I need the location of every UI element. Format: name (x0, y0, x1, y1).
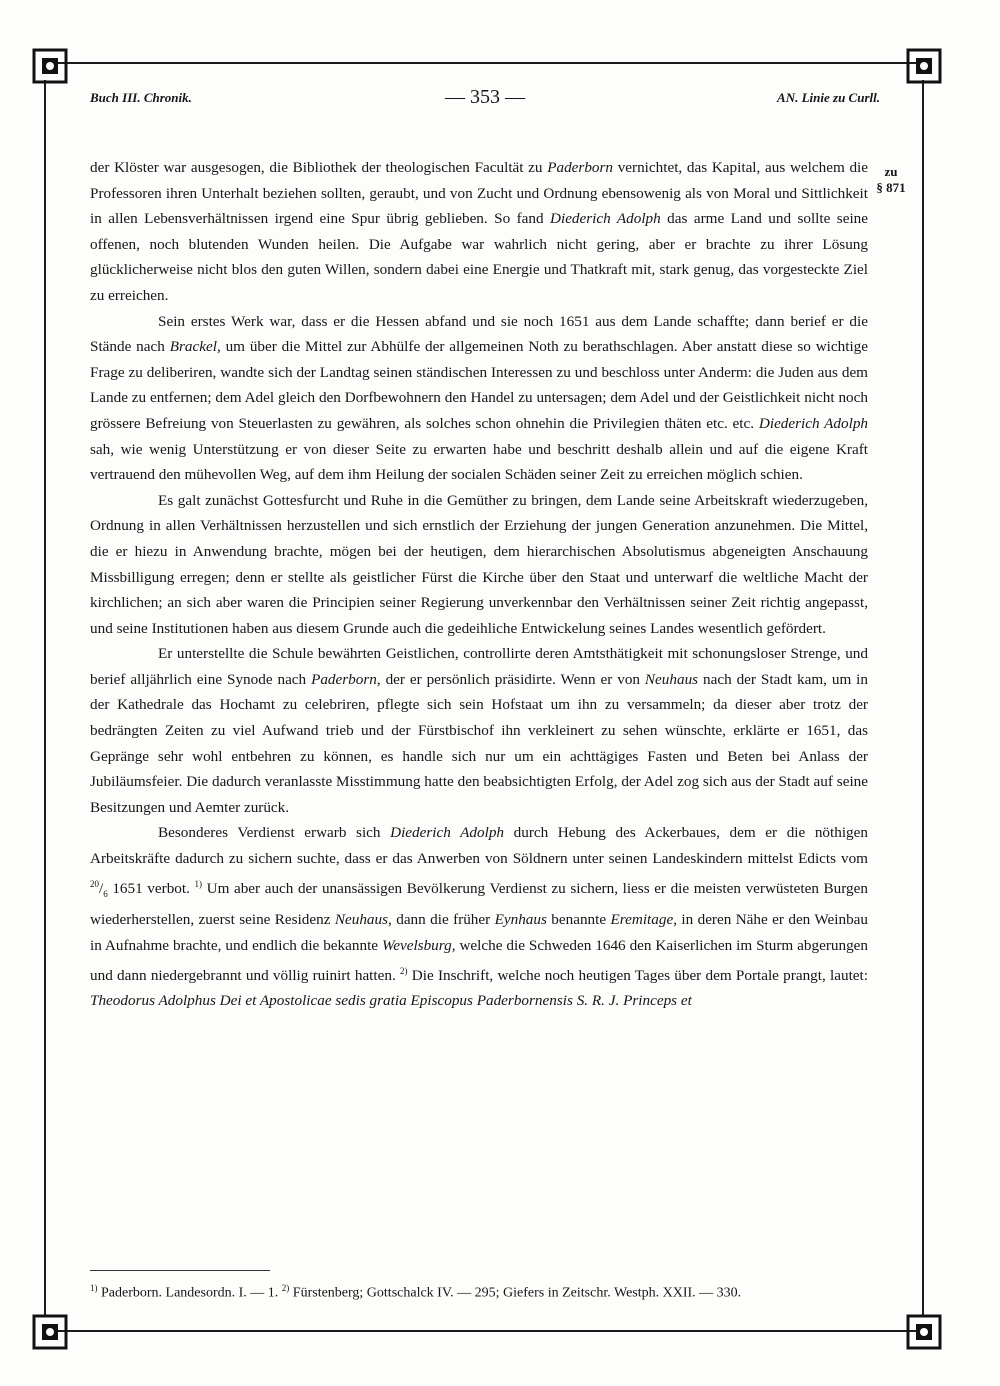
frame-left-rule (44, 80, 46, 1316)
paragraph-3: Es galt zunächst Gottesfurcht und Ruhe in die Gemüther zu bringen, dem Lande seine Arbeitskraft wiederzugeben, Ordnung in allen Verhältnissen herzustellen und sich ernstlich der Erziehung der jungen Generation anzunehmen. Die Mittel, die er hiezu in Anwendung brachte, mögen bei der heutigen, dem hierarchischen Absolutismus abgeneigten Anschauung Missbilligung erregen; denn er stellte als geistlicher Fürst die Kirche über den Staat und unterwarf die weltliche Macht der kirchlichen; an sich aber waren die Principien seiner Regierung unverkennbar den Verhältnissen seiner Zeit richtig angepasst, und seine Institutionen haben aus diesem Grunde auch die gedeihliche Entwickelung seines Landes wesentlich gefördert. (90, 491, 868, 637)
ornament-bottom-left-icon (28, 1310, 72, 1354)
paragraph-1: der Klöster war ausgesogen, die Bibliothek der theologischen Facultät zu Paderborn vernichtet, das Kapital, aus welchem die Professoren ihren Unterhalt beziehen sollten, geraubt, und von Zucht und Ordnung ebensowenig als von Moral und Sittlichkeit in allen Lebensverhältnissen irgend eine Spur übrig geblieben. So fand Diederich Adolph das arme Land und sollte seine offenen, noch blutenden Wunden heilen. Die Aufgabe war wahrlich nicht gering, aber er brachte zu ihrer Lösung glücklicherweise nicht blos den guten Willen, sondern dabei eine Energie und Thatkraft mit, stark genug, das vorgesteckte Ziel zu erreichen. (90, 159, 868, 304)
frame-bottom-rule (58, 1330, 916, 1332)
footnote-ref-1: 1) (194, 878, 202, 889)
ornament-top-left-icon (28, 44, 72, 88)
footnote-line: $^{1)}$ Paderborn. Landesordn. I. — 1. $^{2)}$ Fürstenberg; Gottschalck IV. — 295; Giefers in Zeitschr. Westph. XXII. — 330. (90, 1283, 742, 1301)
margin-note-line1: zu (884, 164, 898, 179)
paragraph-5: Besonderes Verdienst erwarb sich Diederich Adolph durch Hebung des Ackerbaues, dem er die nöthigen Arbeitskräfte dadurch zu sichern suchte, dass er das Anwerben von Söldnern unter seinen Landeskindern mittelst Edicts vom $^{20}/_6$ 1651 verbot. $^{1)}$ Um aber auch der unansässigen Bevölkerung Verdienst zu sichern, liess er die meisten verwüsteten Burgen wiederherstellen, zuerst seine Residenz Neuhaus, dann die früher Eynhaus benannte Eremitage, in deren Nähe er den Weinbau in Aufnahme brachte, und endlich die bekannte Wevelsburg, welche die Schweden 1646 den Kaiserlichen im Sturm abgerungen und dann niedergebrannt und völlig ruinirt hatten. $^{2)}$ Die Inschrift, welche noch heutigen Tages über dem Portale prangt, lautet: Theodorus Adolphus Dei et Apostolicae sedis gratia Episcopus Paderbornensis S. R. J. Princeps et (90, 824, 868, 1010)
footnote-rule (90, 1270, 270, 1271)
margin-note-line2: § 871 (876, 180, 906, 195)
frame-right-rule (922, 80, 924, 1316)
header-book-chapter: Buch III. Chronik. (90, 90, 192, 105)
paragraph-2: Sein erstes Werk war, dass er die Hessen abfand und sie noch 1651 aus dem Lande schaffte; dann berief er die Stände nach Brackel, um über die Mittel zur Abhülfe der allgemeinen Noth zu berathschlagen. Aber anstatt diese so wichtige Frage zu deliberiren, wandte sich der Landtag seinen ständischen Interessen zu und beschloss unter Anderm: die Juden aus dem Lande zu entfernen; dem Adel gleich den Dorfbewohnern den Handel zu untersagen; dem Adel und der Geistlichkeit nicht noch grössere Befreiung von Steuerlasten zu gewähren, als solches schon ohnehin die Privilegien thäten etc. etc. Diederich Adolph sah, wie wenig Unterstützung er von dieser Seite zu erwarten habe und beschritt deshalb allein und auf die eigene Kraft vertrauend den mühevollen Weg, auf dem ihm Heilung der socialen Schäden seiner Zeit zu erreichen möglich schien. (90, 312, 869, 484)
page-number: — 353 — (445, 86, 525, 108)
ornament-bottom-right-icon (902, 1310, 946, 1354)
frame-top-rule (58, 62, 916, 64)
main-text (90, 155, 868, 1014)
ornament-top-right-icon (902, 44, 946, 88)
footnote-ref-2: 2) (400, 965, 408, 976)
running-header (90, 86, 880, 110)
footnotes (90, 1278, 868, 1304)
margin-note (874, 164, 908, 196)
paragraph-4: Er unterstellte die Schule bewährten Geistlichen, controllirte deren Amtsthätigkeit mit schonungsloser Strenge, und berief alljährlich eine Synode nach Paderborn, der er persönlich präsidirte. Wenn er von Neuhaus nach der Stadt kam, um in der Kathedrale das Hochamt zu celebriren, pflegte sich sein Hofstaat um ihn zu versammeln; da dieser aber trotz der bedrängten Zeiten zu viel Aufwand trieb und der Fürstbischof ihn verkleinert zu sehen wünschte, erklärte er 1651, das Gepränge sehr wohl entbehren zu können, es handle sich nur um ein achttägiges Fasten und Beten bei Anlass der Jubiläumsfeier. Die dadurch veranlasste Misstimmung hatte den beabsichtigten Erfolg, der Adel zog sich aus der Stadt auf seine Besitzungen und Aemter zurück. (90, 645, 868, 816)
header-lineage: AN. Linie zu Curll. (777, 90, 880, 105)
